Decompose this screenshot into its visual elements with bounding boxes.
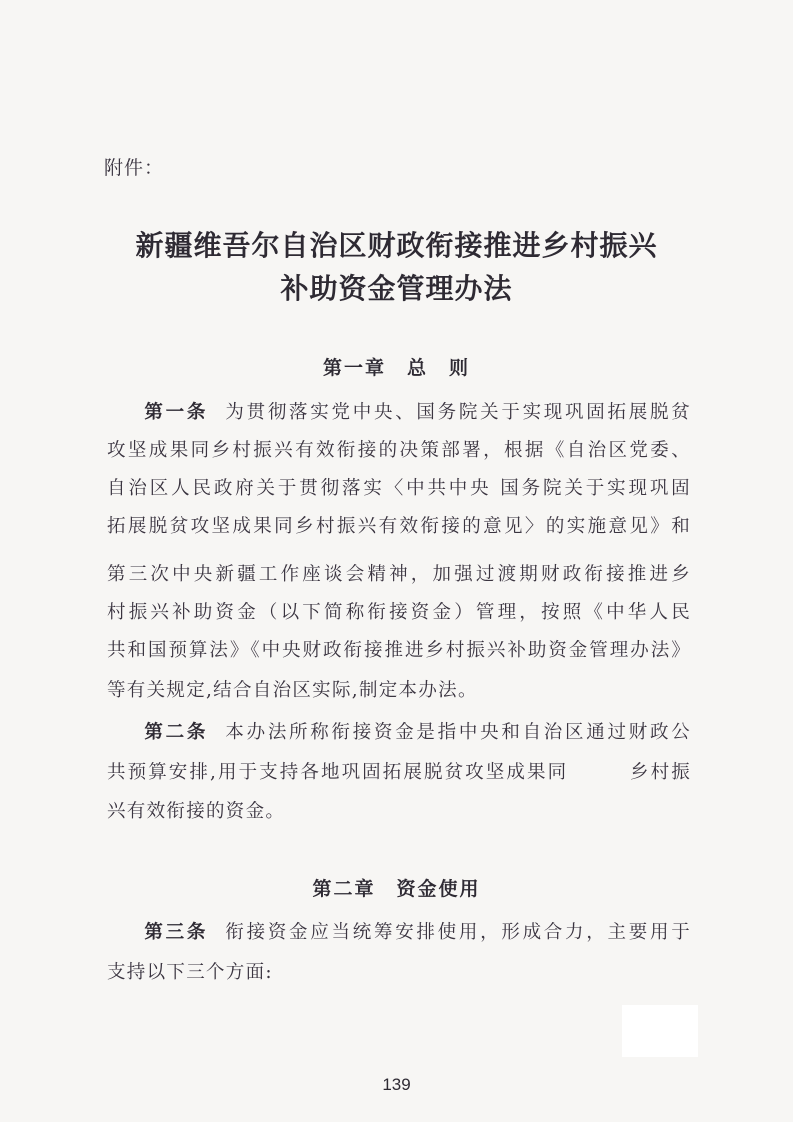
attachment-label: 附件： [104, 157, 165, 179]
article-3-line-2: 支持以下三个方面: [107, 962, 273, 983]
document-title-line-1: 新疆维吾尔自治区财政衔接推进乡村振兴 [135, 229, 658, 262]
article-2-line-1 [107, 718, 691, 744]
page-number: 139 [382, 1075, 411, 1094]
article-2-label: 第二条 [143, 722, 209, 743]
article-2-line-3: 兴有效衔接的资金。 [107, 801, 286, 822]
blank-patch [622, 1005, 698, 1057]
chapter-1-heading: 第一章 总 则 [322, 357, 470, 379]
article-1-line-2: 攻坚成果同乡村振兴有效衔接的决策部署，根据《自治区党委、 [107, 440, 691, 461]
article-1-line-3: 自治区人民政府关于贯彻落实〈中共中央 国务院关于实现巩固 [107, 478, 691, 499]
article-1-line-4: 拓展脱贫攻坚成果同乡村振兴有效衔接的意见〉的实施意见》和 [107, 516, 691, 537]
article-2-line-2: 共预算安排,用于支持各地巩固拓展脱贫攻坚成果同 乡村振 [107, 762, 691, 783]
article-1-text-1: 为贯彻落实党中央、国务院关于实现巩固拓展脱贫 [225, 402, 691, 423]
article-1-line-7: 共和国预算法》《中央财政衔接推进乡村振兴补助资金管理办法》 [107, 640, 691, 661]
article-3-text-1: 衔接资金应当统筹安排使用，形成合力，主要用于 [225, 922, 691, 943]
article-1-line-5: 第三次中央新疆工作座谈会精神，加强过渡期财政衔接推进乡 [107, 564, 691, 585]
article-1-line-1 [107, 398, 691, 424]
chapter-2-heading: 第二章 资金使用 [312, 878, 481, 900]
document-title-line-2: 补助资金管理办法 [280, 272, 513, 305]
article-2-text-1: 本办法所称衔接资金是指中央和自治区通过财政公 [225, 722, 691, 743]
article-1-line-6: 村振兴补助资金（以下简称衔接资金）管理，按照《中华人民 [107, 602, 691, 623]
article-1-label: 第一条 [143, 402, 209, 423]
article-3-label: 第三条 [143, 922, 209, 943]
article-3-line-1 [107, 918, 691, 944]
article-1-line-8: 等有关规定,结合自治区实际,制定本办法。 [107, 680, 478, 701]
